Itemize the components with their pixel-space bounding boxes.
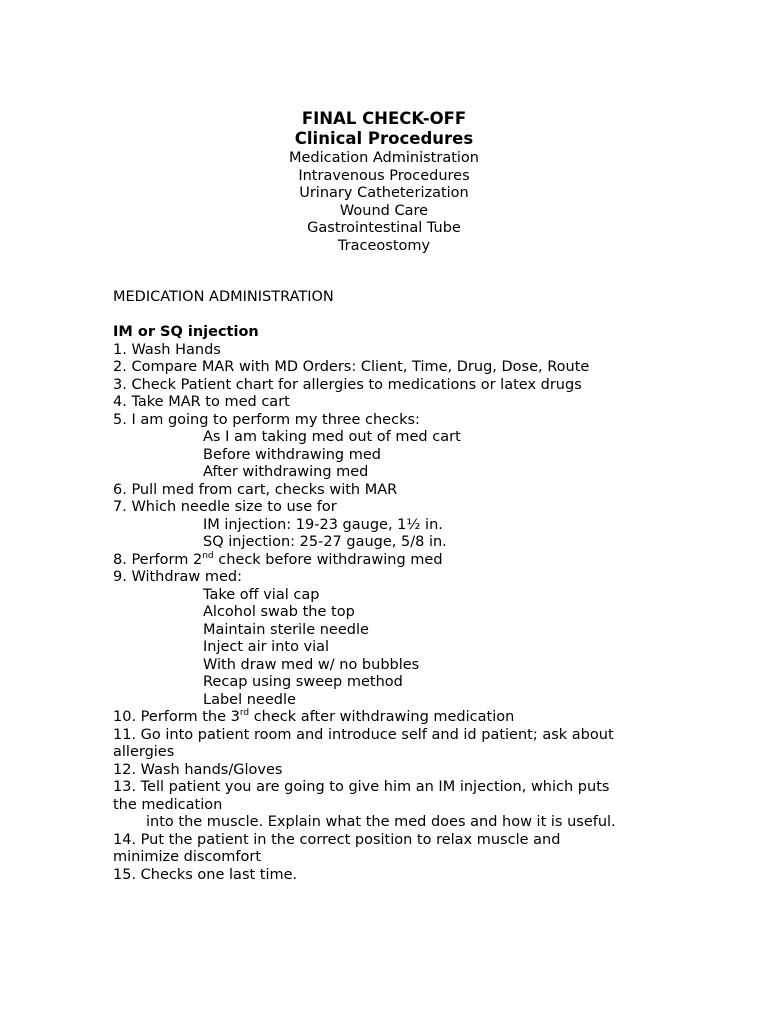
- ordinal-suffix: rd: [239, 708, 250, 718]
- step-5-substep: After withdrawing med: [203, 464, 369, 480]
- step-1: 1. Wash Hands: [113, 341, 221, 358]
- step-9: 9. Withdraw med:: [113, 569, 243, 585]
- topic-item: Intravenous Procedures: [298, 167, 470, 184]
- procedure-heading: IM or SQ injection: [113, 324, 259, 340]
- step-9-substep: Alcohol swab the top: [203, 604, 355, 620]
- step-9-substep: Inject air into vial: [203, 639, 330, 655]
- topic-item: Urinary Catheterization: [299, 185, 469, 201]
- step-10: [113, 709, 653, 727]
- topic-item: Gastrointestinal Tube: [307, 220, 461, 236]
- step-13-continuation: into the muscle. Explain what the med does and how it is useful.: [146, 814, 616, 830]
- document-title: FINAL CHECK-OFF: [301, 109, 467, 128]
- topic-item: Wound Care: [339, 202, 429, 219]
- step-11: 11. Go into patient room and introduce self and id patient; ask about: [113, 726, 614, 743]
- step-8-text: 8. Perform 2: [113, 551, 203, 568]
- step-9-substep: Label needle: [203, 691, 296, 708]
- step-9-substep: Recap using sweep method: [203, 674, 403, 690]
- step-5-substep: Before withdrawing med: [203, 446, 381, 463]
- step-6: 6. Pull med from cart, checks with MAR: [113, 481, 398, 498]
- step-2: 2. Compare MAR with MD Orders: Client, Time, Drug, Dose, Route: [113, 359, 590, 375]
- step-3: 3. Check Patient chart for allergies to medications or latex drugs: [113, 376, 582, 393]
- step-5: 5. I am going to perform my three checks:: [113, 411, 420, 428]
- step-14-wrap: minimize discomfort: [113, 849, 262, 865]
- section-heading: MEDICATION ADMINISTRATION: [113, 289, 334, 305]
- step-8-text-end: check before withdrawing med: [213, 551, 443, 568]
- topic-item: Traceostomy: [337, 237, 431, 254]
- ordinal-suffix: nd: [202, 550, 214, 561]
- step-9-substep: Maintain sterile needle: [203, 621, 369, 638]
- step-4: 4. Take MAR to med cart: [113, 394, 290, 410]
- step-14: 14. Put the patient in the correct position to relax muscle and: [113, 831, 561, 848]
- step-5-substep: As I am taking med out of med cart: [203, 429, 461, 445]
- step-9-substep: With draw med w/ no bubbles: [203, 656, 420, 673]
- step-15: 15. Checks one last time.: [113, 866, 298, 883]
- step-10-text: 10. Perform the 3: [113, 709, 240, 725]
- step-12: 12. Wash hands/Gloves: [113, 761, 283, 778]
- procedure-body: [113, 289, 653, 884]
- step-13: 13. Tell patient you are going to give him an IM injection, which puts: [113, 779, 610, 795]
- step-9-substep: Take off vial cap: [203, 586, 320, 603]
- step-7-substep: IM injection: 19-23 gauge, 1½ in.: [203, 516, 443, 533]
- topic-item: Medication Administration: [288, 150, 479, 166]
- document-header: [0, 109, 768, 255]
- step-7-substep: SQ injection: 25-27 gauge, 5/8 in.: [203, 534, 447, 550]
- step-11-wrap: allergies: [113, 744, 175, 760]
- step-8: [113, 552, 653, 570]
- step-10-text-end: check after withdrawing medication: [249, 709, 515, 725]
- document-subtitle: Clinical Procedures: [294, 129, 474, 148]
- step-13-wrap: the medication: [113, 796, 223, 813]
- step-7: 7. Which needle size to use for: [113, 499, 337, 515]
